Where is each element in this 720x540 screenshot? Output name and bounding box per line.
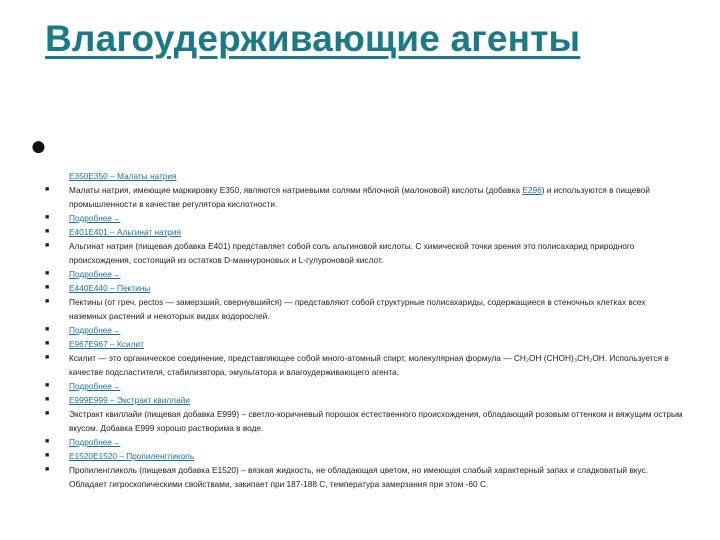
list-item-link[interactable] bbox=[45, 225, 685, 239]
item-text: Пектины (от греч. pectos — замерзший, свернувшийся) — представляют собой структурные полисахариды, содержащиеся в стеночных клетках всех наземных растений и некоторых видах водорослей. bbox=[69, 297, 646, 321]
item-text: Ксилит — это органическое соединение, представляющее собой много-атомный спирт, молекулярная формула — CH₂OH (CHOH)₃CH₂OH. Используется в качестве подсластителя, стабилизатора, эмульгатора и влагоудерживающего агента. bbox=[69, 353, 669, 377]
list-item-text bbox=[45, 239, 685, 267]
item-text: Малаты натрия, имеющие маркировку Е350, являются натриевыми солями яблочной (малоновой) кислоты (добавка bbox=[69, 185, 523, 195]
list-item-text bbox=[45, 407, 685, 435]
slide-title: Влагоудерживающие агенты bbox=[45, 18, 581, 59]
item-link[interactable]: E440E440 – Пектины bbox=[69, 283, 151, 293]
bullet-icon: ■ bbox=[45, 228, 50, 235]
bullet-icon: ■ bbox=[45, 340, 50, 347]
inline-link[interactable]: Е296 bbox=[522, 185, 542, 195]
item-link[interactable]: Подробнее→ bbox=[69, 213, 121, 223]
item-text: Альгинат натрия (пищевая добавка Е401) представляет собой соль альгиновой кислоты. С химической точки зрения это полисахарид природного происхождения, состоящий из остатков D-маннуроновых и L-гулуроновой кислот. bbox=[69, 241, 635, 265]
item-link[interactable]: E999E999 – Экстракт квиллайи bbox=[69, 395, 190, 405]
list-item-link[interactable] bbox=[45, 449, 685, 463]
bullet-icon: ■ bbox=[45, 242, 50, 249]
item-link[interactable]: Подробнее→ bbox=[69, 381, 121, 391]
item-text: ) и используются в пищевой промышленности в качестве регулятора кислотности. bbox=[69, 185, 650, 209]
bullet-icon: ■ bbox=[45, 396, 50, 403]
item-link[interactable]: E350E350 – Малаты натрия bbox=[69, 171, 177, 181]
content-list bbox=[45, 169, 685, 491]
list-item-text bbox=[45, 183, 685, 211]
item-link[interactable]: Подробнее→ bbox=[69, 269, 121, 279]
list-item-link[interactable] bbox=[45, 281, 685, 295]
bullet-icon: ■ bbox=[45, 438, 50, 445]
bullet-icon: ■ bbox=[45, 270, 50, 277]
bullet-icon: ■ bbox=[45, 452, 50, 459]
list-item-link[interactable] bbox=[45, 435, 685, 449]
item-text: Экстракт квиллайи (пищевая добавка Е999) – светло-коричневый порошок естественного происхождения, обладающий розовым оттенком и вяжущим острым вкусом. Добавка Е999 хорошо растворима в воде. bbox=[69, 409, 683, 433]
item-link[interactable]: Подробнее→ bbox=[69, 437, 121, 447]
item-link[interactable]: E401E401 – Альгинат натрия bbox=[69, 227, 182, 237]
bullet-icon: ● bbox=[30, 130, 47, 161]
list-item-link[interactable] bbox=[45, 379, 685, 393]
item-text: Пропиленгликоль (пищевая добавка Е1520) – вязкая жидкость, не обладающая цветом, но имеющая слабый характерный запах и сладковатый вкус. Обладает гигроскопическими свойствами, закипает при 187-188 С, температура замерзания при этом -60 С. bbox=[69, 465, 649, 489]
list-item-link[interactable] bbox=[45, 267, 685, 281]
list-item-link[interactable] bbox=[45, 323, 685, 337]
bullet-icon: ■ bbox=[45, 214, 50, 221]
list-item-link[interactable] bbox=[45, 337, 685, 351]
list-item-link[interactable] bbox=[45, 393, 685, 407]
bullet-icon: ■ bbox=[45, 326, 50, 333]
bullet-icon: ■ bbox=[45, 354, 50, 361]
list-item-text bbox=[45, 463, 685, 491]
bullet-icon: ■ bbox=[45, 410, 50, 417]
bullet-icon: ■ bbox=[45, 466, 50, 473]
list-item-link[interactable] bbox=[45, 169, 685, 183]
bullet-icon: ■ bbox=[45, 298, 50, 305]
bullet-icon: ■ bbox=[45, 186, 50, 193]
bullet-icon: ■ bbox=[45, 382, 50, 389]
item-link[interactable]: E967E967 – Ксилит bbox=[69, 339, 144, 349]
list-item-text bbox=[45, 295, 685, 323]
list-item-text bbox=[45, 351, 685, 379]
list-item-link[interactable] bbox=[45, 211, 685, 225]
item-link[interactable]: E1520E1520 – Пропиленгликоль bbox=[69, 451, 195, 461]
item-link[interactable]: Подробнее→ bbox=[69, 325, 121, 335]
bullet-icon: ■ bbox=[45, 284, 50, 291]
